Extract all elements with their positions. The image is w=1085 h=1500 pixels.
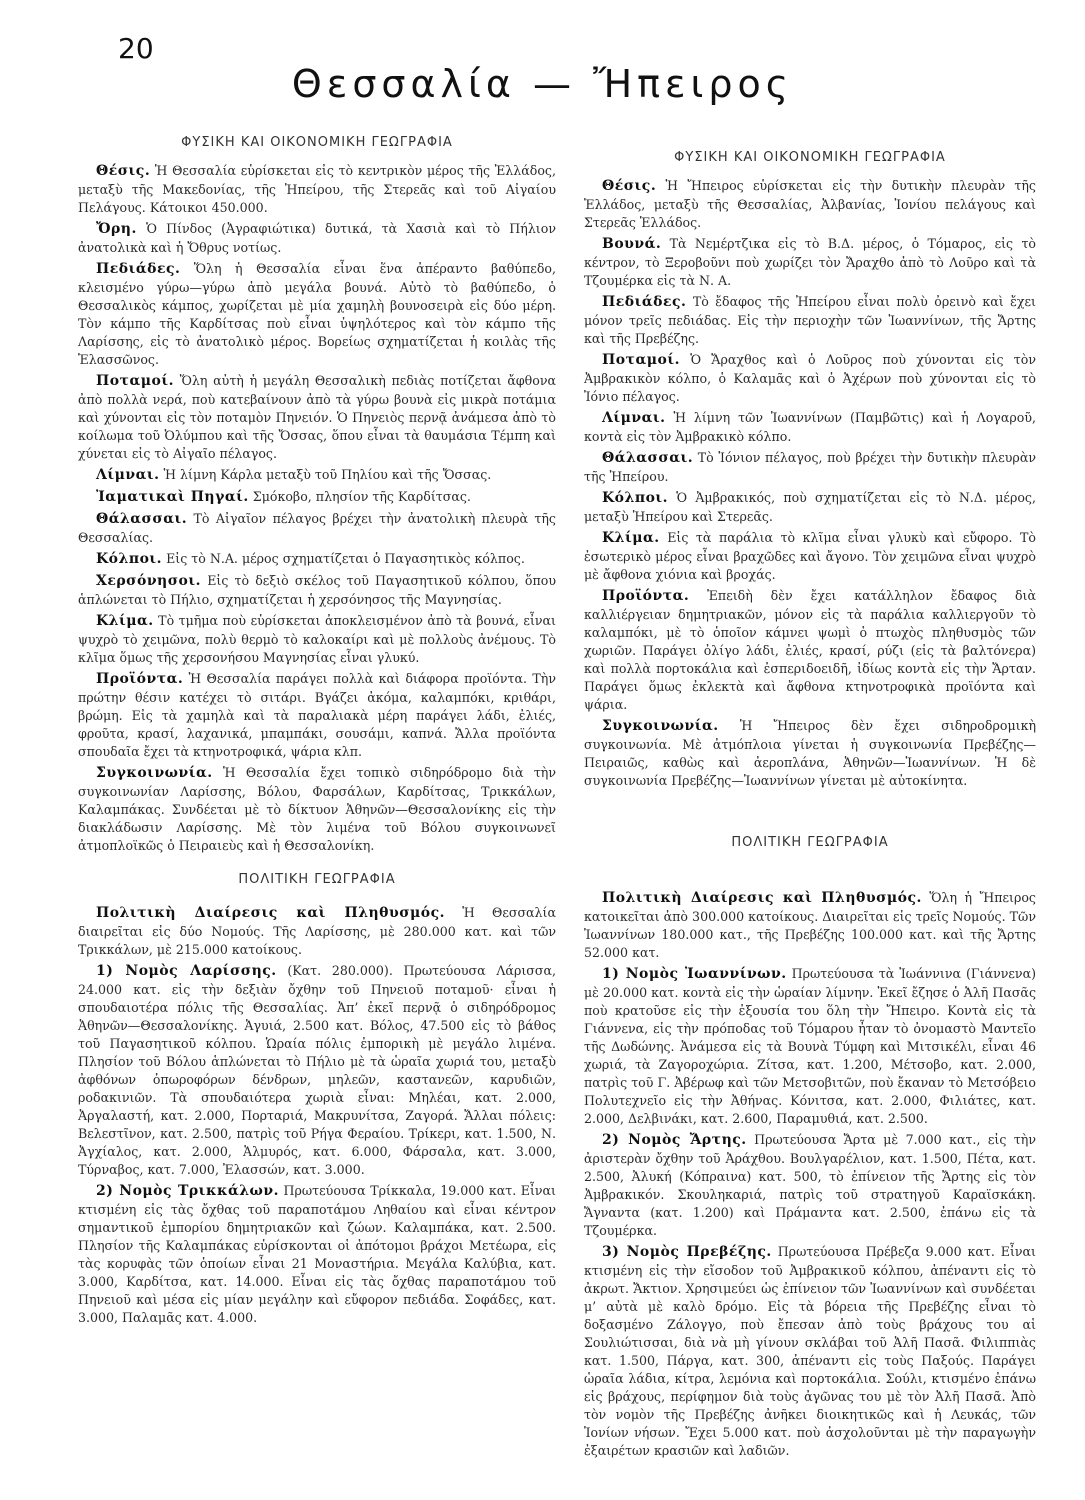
ioannina-prefecture-paragraph bbox=[584, 964, 1036, 1128]
paragraph-term: Πολιτικὴ Διαίρεσις καὶ Πληθυσμός. bbox=[602, 890, 922, 907]
thessaly-gulfs-paragraph bbox=[78, 549, 556, 569]
page-number: 20 bbox=[118, 32, 154, 65]
epirus-products-paragraph bbox=[584, 586, 1036, 714]
paragraph-term: 1) Νομὸς Ἰωαννίνων. bbox=[602, 966, 787, 983]
paragraph-term: Προϊόντα. bbox=[96, 670, 184, 687]
epirus-rivers-paragraph bbox=[584, 350, 1036, 406]
thessaly-mountains-paragraph bbox=[78, 219, 556, 257]
thessaly-rivers-paragraph bbox=[78, 371, 556, 463]
paragraph-text: Πρωτεύουσα Ἄρτα μὲ 7.000 κατ., εἰς τὴν ἀριστερὰν ὄχθην τοῦ Ἀράχθου. Βουλγαρέλιον, κατ. 1.500, Πέτα, κατ. 2.500, Ἀλυκή (Κόπραινα) κατ. 500, τὸ ἐπίνειον τῆς Ἄρτης εἰς τὸν Ἀμβρακικόν. Σκουληκαριά, πατρὶς τοῦ στρατηγοῦ Καραϊσκάκη. Ἄγναντα (κατ. 1.200) καὶ Πράμαντα κατ. 2.500, ἐπάνω εἰς τὰ Τζουμέρκα. bbox=[584, 1132, 1036, 1239]
epirus-gulfs-paragraph bbox=[584, 488, 1036, 526]
epirus-division-paragraph bbox=[584, 888, 1036, 962]
paragraph-text: Πρωτεύουσα τὰ Ἰωάννινα (Γιάννενα) μὲ 20.000 κατ. κοντὰ εἰς τὴν ὡραίαν λίμνην. Ἐκεῖ ἔζησε ὁ Ἀλῆ Πασᾶς ποὺ κρατοῦσε εἰς τὴν ἐξουσία του ὅλη τὴν Ἤπειρο. Κοντὰ εἰς τὰ Γιάννενα, εἰς τὴν πρόποδας τοῦ Τόμαρου ἦταν τὸ ὀνομαστὸ Μαντεῖο τῆς Δωδώνης. Ἀνάμεσα εἰς τὰ Βουνὰ Τύμφη καὶ Μιτσικέλι, εἶναι 46 χωριά, τὰ Ζαγοροχώρια. Ζίτσα, κατ. 1.200, Μέτσοβο, κατ. 2.000, πατρὶς τοῦ Γ. Ἀβέρωφ καὶ τῶν Μετσοβιτῶν, ποὺ ἔκαναν τὸ Μετσόβειο Πολυτεχνεῖο εἰς τὴν Ἀθήνας. Κόνιτσα, κατ. 2.000, Φιλιάτες, κατ. 2.000, Δελβινάκι, κατ. 2.600, Παραμυθιά, κατ. 2.500. bbox=[584, 966, 1036, 1127]
epirus-column bbox=[584, 147, 1036, 1462]
paragraph-text: Ἡ Θεσσαλία διαιρεῖται εἰς δύο Νομούς. Τῆς Λαρίσσης, μὲ 280.000 κατ. καὶ τῶν Τρικκάλων, μὲ 215.000 κατοίκους. bbox=[78, 905, 556, 958]
preveza-prefecture-paragraph bbox=[584, 1242, 1036, 1460]
paragraph-term: 2) Νομὸς Τρικκάλων. bbox=[96, 1183, 279, 1200]
paragraph-term: Ποταμοί. bbox=[602, 351, 680, 368]
paragraph-text: Ἡ Θεσσαλία ἔχει τοπικὸ σιδηρόδρομο διὰ τὴν συγκοινωνίαν Λαρίσσης, Βόλου, Φαρσάλων, Καρδίτσας, Τρικκάλων, Καλαμπάκας. Συνδέεται μὲ τὸ δίκτυον Ἀθηνῶν—Θεσσαλονίκης εἰς τὴν διακλάδωσιν Λαρίσσης. Μὲ τὸν λιμένα τοῦ Βόλου συγκοινωνεῖ ἀτμοπλοϊκῶς ὁ Πειραιεὺς καὶ ἡ Θεσσαλονίκη. bbox=[78, 764, 556, 853]
paragraph-term: Κόλποι. bbox=[96, 550, 163, 567]
paragraph-text: (Κατ. 280.000). Πρωτεύουσα Λάρισσα, 24.000 κατ. εἰς τὴν δεξιὰν ὄχθην τοῦ Πηνειοῦ ποταμοῦ· εἶναι ἡ σπουδαιοτέρα πόλις τῆς Θεσσαλίας. Ἀπ’ ἐκεῖ περνᾷ ὁ σιδηρόδρομος Ἀθηνῶν—Θεσσαλονίκης. Ἀγυιά, 2.500 κατ. Βόλος, 47.500 εἰς τὸ βάθος τοῦ Παγασητικοῦ κόλπου. Ὡραία πόλις ἐμπορικὴ μὲ μεγάλο λιμένα. Πλησίον τοῦ Βόλου ἁπλώνεται τὸ Πήλιο μὲ τὰ ὡραῖα χωριά του, μεταξὺ ἀφθόνων ὀπωροφόρων δένδρων, μηλεῶν, καστανεῶν, καρυδιῶν, ροδακινιῶν. Τὰ σπουδαιότερα χωριὰ εἶναι: Μηλέαι, κατ. 2.000, Ἀργαλαστή, κατ. 2.000, Πορταριά, Μακρυνίτσα, Ζαγορά. Ἄλλαι πόλεις: Βελεστῖνον, κατ. 2.500, πατρὶς τοῦ Ρήγα Φεραίου. Τρίκερι, κατ. 1.500, Ν. Ἀγχίαλος, κατ. 2.000, Ἁλμυρός, κατ. 6.000, Φάρσαλα, κατ. 3.000, Τύρναβος, κατ. 7.000, Ἐλασσών, κατ. 3.000. bbox=[78, 963, 556, 1178]
paragraph-term: Λίμναι. bbox=[96, 466, 160, 483]
paragraph-term: Θέσις. bbox=[96, 162, 151, 179]
thessaly-position-paragraph bbox=[78, 161, 556, 217]
thessaly-products-paragraph bbox=[78, 669, 556, 761]
paragraph-term: 3) Νομὸς Πρεβέζης. bbox=[602, 1244, 772, 1261]
paragraph-text: Εἰς τὸ δεξιὸ σκέλος τοῦ Παγασητικοῦ κόλπου, ὅπου ἁπλώνεται τὸ Πήλιο, σχηματίζεται ἡ χερσόνησος τῆς Μαγνησίας. bbox=[78, 572, 556, 607]
thessaly-transport-paragraph bbox=[78, 763, 556, 855]
paragraph-text: Ὅλη ἡ Ἤπειρος κατοικεῖται ἀπὸ 300.000 κατοίκους. Διαιρεῖται εἰς τρεῖς Νομούς. Τῶν Ἰωαννίνων 180.000 κατ., τῆς Πρεβέζης 100.000 κατ. καὶ τῆς Ἄρτης 52.000 κατ. bbox=[584, 890, 1036, 961]
paragraph-term: Πολιτικὴ Διαίρεσις καὶ Πληθυσμός. bbox=[96, 905, 446, 922]
thessaly-column bbox=[78, 132, 556, 1329]
paragraph-text: Πρωτεύουσα Πρέβεζα 9.000 κατ. Εἶναι κτισμένη εἰς τὴν εἴσοδον τοῦ Ἀμβρακικοῦ κόλπου, ἀπέναντι εἰς τὸ ἀκρωτ. Ἄκτιον. Χρησιμεύει ὡς ἐπίνειον τῶν Ἰωαννίνων καὶ συνδέεται μ’ αὐτὰ μὲ καλὸ δρόμο. Εἰς τὰ βόρεια τῆς Πρεβέζης εἶναι τὸ δοξασμένο Ζάλογγο, ποὺ ἔπεσαν ἀπὸ τοὺς βράχους του αἱ Σουλιώτισσαι, διὰ νὰ μὴ γίνουν σκλάβαι τοῦ Ἀλῆ Πασᾶ. Φιλιππιὰς κατ. 1.500, Πάργα, κατ. 300, ἀπέναντι εἰς τοὺς Παξούς. Παράγει ὡραῖα λάδια, κίτρα, λεμόνια καὶ πορτοκάλια. Σούλι, κτισμένο ἐπάνω εἰς βράχους, περίφημον διὰ τοὺς ἀγῶνας του μὲ τὸν Ἀλῆ Πασᾶ. Ἀπὸ τὸν νομὸν τῆς Πρεβέζης ἀνῆκει διοικητικῶς καὶ ἡ Λευκάς, τῶν Ἰονίων νήσων. Ἔχει 5.000 κατ. ποὺ ἀσχολοῦνται μὲ τὴν παραγωγὴν ἐξαιρέτων κρασιῶν καὶ λαδιῶν. bbox=[584, 1244, 1036, 1459]
paragraph-term: Κλίμα. bbox=[96, 612, 154, 629]
paragraph-text: Ἡ Θεσσαλία εὑρίσκεται εἰς τὸ κεντρικὸν μέρος τῆς Ἑλλάδος, μεταξὺ τῆς Μακεδονίας, τῆς Ἠπείρου, τῆς Στερεᾶς καὶ τοῦ Αἰγαίου Πελάγους. Κάτοικοι 450.000. bbox=[78, 162, 556, 215]
paragraph-text: Ἡ Ἤπειρος εὑρίσκεται εἰς τὴν δυτικὴν πλευρὰν τῆς Ἑλλάδος, μεταξὺ τῆς Θεσσαλίας, Ἀλβανίας, Ἰονίου πελάγους καὶ Στερεᾶς Ἑλλάδος. bbox=[584, 177, 1036, 230]
epirus-position-paragraph bbox=[584, 176, 1036, 232]
thessaly-springs-paragraph bbox=[78, 487, 556, 507]
paragraph-term: 1) Νομὸς Λαρίσσης. bbox=[96, 963, 277, 980]
paragraph-term: Πεδιάδες. bbox=[96, 260, 181, 277]
paragraph-term: 2) Νομὸς Ἄρτης. bbox=[602, 1132, 747, 1149]
epirus-political-heading: ΠΟΛΙΤΙΚΗ ΓΕΩΓΡΑΦΙΑ bbox=[731, 834, 889, 850]
larissa-prefecture-paragraph bbox=[78, 961, 556, 1179]
paragraph-text: Σμόκοβο, πλησίον τῆς Καρδίτσας. bbox=[252, 488, 471, 504]
paragraph-term: Πεδιάδες. bbox=[602, 293, 687, 310]
thessaly-political-heading: ΠΟΛΙΤΙΚΗ ΓΕΩΓΡΑΦΙΑ bbox=[238, 871, 396, 887]
paragraph-term: Λίμναι. bbox=[602, 409, 666, 426]
thessaly-physical-heading: ΦΥΣΙΚΗ ΚΑΙ ΟΙΚΟΝΟΜΙΚΗ ΓΕΩΓΡΑΦΙΑ bbox=[181, 135, 453, 150]
paragraph-term: Θάλασσαι. bbox=[602, 449, 694, 466]
epirus-lakes-paragraph bbox=[584, 408, 1036, 446]
paragraph-term: Θέσις. bbox=[602, 177, 657, 194]
paragraph-text: Ἡ λίμνη Κάρλα μεταξὺ τοῦ Πηλίου καὶ τῆς Ὄσσας. bbox=[163, 466, 492, 482]
epirus-mountains-paragraph bbox=[584, 234, 1036, 290]
paragraph-term: Χερσόνησοι. bbox=[96, 572, 202, 589]
trikala-prefecture-paragraph bbox=[78, 1181, 556, 1327]
paragraph-term: Ὄρη. bbox=[96, 220, 137, 237]
paragraph-term: Ἰαματικαὶ Πηγαί. bbox=[96, 488, 249, 505]
thessaly-division-paragraph bbox=[78, 903, 556, 959]
paragraph-term: Θάλασσαι. bbox=[96, 510, 188, 527]
thessaly-peninsulas-paragraph bbox=[78, 571, 556, 609]
paragraph-text: Ἡ Θεσσαλία παράγει πολλὰ καὶ διάφορα προϊόντα. Τὴν πρώτην θέσιν κατέχει τὸ σιτάρι. Βγάζει ἀκόμα, καλαμπόκι, κριθάρι, βρώμη. Εἰς τὰ χαμηλὰ καὶ τὰ παραλιακὰ μέρη παράγει λάδι, ἐλιές, φροῦτα, κρασί, λαχανικά, μπαμπάκι, σουσάμι, καπνά. Ἄλλα προϊόντα σπουδαῖα ἔχει τὰ κτηνοτροφικά, ψάρια κλπ. bbox=[78, 670, 556, 759]
paragraph-text: Εἰς τὰ παράλια τὸ κλῖμα εἶναι γλυκὺ καὶ εὔφορο. Τὸ ἐσωτερικὸ μέρος εἶναι βραχῶδες καὶ ἄγονο. Τὸν χειμῶνα εἶναι ψυχρὸ μὲ ἄφθονα χιόνια καὶ βροχάς. bbox=[584, 529, 1036, 582]
paragraph-text: Τὸ Ἰόνιον πέλαγος, ποὺ βρέχει τὴν δυτικὴν πλευρὰν τῆς Ἠπείρου. bbox=[584, 449, 1036, 484]
paragraph-text: Τὸ Αἰγαῖον πέλαγος βρέχει τὴν ἀνατολικὴ πλευρὰ τῆς Θεσσαλίας. bbox=[78, 510, 556, 545]
epirus-seas-paragraph bbox=[584, 448, 1036, 486]
epirus-physical-heading: ΦΥΣΙΚΗ ΚΑΙ ΟΙΚΟΝΟΜΙΚΗ ΓΕΩΓΡΑΦΙΑ bbox=[674, 150, 946, 165]
epirus-plains-paragraph bbox=[584, 292, 1036, 348]
page-title: Θεσσαλία — Ἤπειρος bbox=[291, 62, 794, 106]
paragraph-text: Εἰς τὸ Ν.Α. μέρος σχηματίζεται ὁ Παγασητικὸς κόλπος. bbox=[166, 550, 525, 566]
thessaly-climate-paragraph bbox=[78, 611, 556, 667]
paragraph-text: Ὁ Ἀμβρακικός, ποὺ σχηματίζεται εἰς τὸ Ν.Δ. μέρος, μεταξὺ Ἠπείρου καὶ Στερεᾶς. bbox=[584, 489, 1036, 524]
paragraph-term: Βουνά. bbox=[602, 235, 662, 252]
paragraph-term: Κλίμα. bbox=[602, 529, 660, 546]
paragraph-text: Ὅλη αὐτὴ ἡ μεγάλη Θεσσαλικὴ πεδιὰς ποτίζεται ἄφθονα ἀπὸ πολλὰ νερά, ποὺ κατεβαίνουν ἀπὸ τὰ γύρω βουνὰ εἰς μικρὰ ποτάμια καὶ χύνονται εἰς τὸν ποταμὸν Πηνειόν. Ὁ Πηνειὸς περνᾷ ἀνάμεσα ἀπὸ τὸ κοίλωμα τοῦ Ὀλύμπου καὶ τῆς Ὄσσας, ὅπου εἶναι τὰ θαυμάσια Τέμπη καὶ χύνεται εἰς τὸ Αἰγαῖο πέλαγος. bbox=[78, 372, 556, 461]
paragraph-term: Συγκοινωνία. bbox=[602, 717, 719, 734]
paragraph-term: Κόλποι. bbox=[602, 489, 669, 506]
paragraph-text: Ὁ Ἄραχθος καὶ ὁ Λοῦρος ποὺ χύνονται εἰς τὸν Ἀμβρακικὸν κόλπο, ὁ Καλαμᾶς καὶ ὁ Ἀχέρων ποὺ χύνονται εἰς τὸ Ἰόνιο πέλαγος. bbox=[584, 351, 1036, 404]
paragraph-text: Ἐπειδὴ δὲν ἔχει κατάλληλον ἔδαφος διὰ καλλιέργειαν δημητριακῶν, μόνον εἰς τὰ παράλια καλλιεργοῦν τὸ καλαμπόκι, μὲ τὸ ὁποῖον κάμνει ψωμὶ ὁ πτωχὸς πληθυσμὸς τῶν χωριῶν. Παράγει ὀλίγο λάδι, ἐλιές, κρασί, ρύζι (εἰς τὰ βαλτόνερα) καὶ πολλὰ πορτοκάλια καὶ ἐσπεριδοειδῆ, ἰδίως κοντὰ εἰς τὴν Ἄρταν. Παράγει ὅμως ἐκλεκτὰ καὶ ἄφθονα κτηνοτροφικὰ προϊόντα καὶ ψάρια. bbox=[584, 587, 1036, 712]
paragraph-text: Ἡ Ἤπειρος δὲν ἔχει σιδηροδρομικὴ συγκοινωνία. Μὲ ἀτμόπλοια γίνεται ἡ συγκοινωνία Πρεβέζης—Πειραιῶς, καθὼς καὶ ἀεροπλάνα, Ἀθηνῶν—Ἰωαννίνων. Ἡ δὲ συγκοινωνία Πρεβέζης—Ἰωαννίνων γίνεται μὲ αὐτοκίνητα. bbox=[584, 717, 1036, 788]
paragraph-text: Ἡ λίμνη τῶν Ἰωαννίνων (Παμβῶτις) καὶ ἡ Λογαροῦ, κοντὰ εἰς τὸν Ἀμβρακικὸ κόλπο. bbox=[584, 409, 1036, 444]
thessaly-seas-paragraph bbox=[78, 509, 556, 547]
paragraph-text: Τὸ ἔδαφος τῆς Ἠπείρου εἶναι πολὺ ὀρεινὸ καὶ ἔχει μόνον τρεῖς πεδιάδας. Εἰς τὴν περιοχὴν τῶν Ἰωαννίνων, τῆς Ἄρτης καὶ τῆς Πρεβέζης. bbox=[584, 293, 1036, 346]
thessaly-plains-paragraph bbox=[78, 259, 556, 369]
paragraph-text: Ὅλη ἡ Θεσσαλία εἶναι ἕνα ἀπέραντο βαθύπεδο, κλεισμένο γύρω—γύρω ἀπὸ μεγάλα βουνά. Αὐτὸ τὸ βαθύπεδο, ὁ Θεσσαλικὸς κάμπος, χωρίζεται μὲ μία χαμηλὴ βουνοσειρὰ εἰς δύο μέρη. Τὸν κάμπο τῆς Καρδίτσας ποὺ εἶναι ὑψηλότερος καὶ τὸν κάμπο τῆς Λαρίσσης, εἰς τὸ ἀνατολικὸ μέρος. Βορείως σχηματίζεται ἡ κοιλὰς τῆς Ἐλασσῶνος. bbox=[78, 260, 556, 367]
paragraph-text: Τὰ Νεμέρτζικα εἰς τὸ Β.Δ. μέρος, ὁ Τόμαρος, εἰς τὸ κέντρον, τὸ Ξεροβοῦνι ποὺ χωρίζει τὸν Ἄραχθο ἀπὸ τὸ Λοῦρο καὶ τὰ Τζουμέρκα εἰς τὰ Ν. Α. bbox=[584, 235, 1036, 288]
epirus-transport-paragraph bbox=[584, 716, 1036, 790]
paragraph-term: Συγκοινωνία. bbox=[96, 764, 213, 781]
paragraph-term: Προϊόντα. bbox=[602, 587, 690, 604]
paragraph-term: Ποταμοί. bbox=[96, 372, 174, 389]
thessaly-lakes-paragraph bbox=[78, 465, 556, 485]
arta-prefecture-paragraph bbox=[584, 1130, 1036, 1240]
paragraph-text: Ὁ Πίνδος (Ἀγραφιώτικα) δυτικά, τὰ Χασιὰ καὶ τὸ Πήλιον ἀνατολικὰ καὶ ἡ Ὄθρυς νοτίως. bbox=[78, 220, 556, 255]
epirus-climate-paragraph bbox=[584, 528, 1036, 584]
paragraph-text: Πρωτεύουσα Τρίκκαλα, 19.000 κατ. Εἶναι κτισμένη εἰς τὰς ὄχθας τοῦ παραποτάμου Ληθαίου καὶ εἶναι κέντρον σημαντικοῦ ἐμπορίου δημητριακῶν καὶ ζώων. Καλαμπάκα, κατ. 2.500. Πλησίον τῆς Καλαμπάκας εὑρίσκονται οἱ ἀπότομοι βράχοι Μετέωρα, εἰς τὰς κορυφὰς τῶν ὁποίων εἶναι 21 Μοναστήρια. Μεγάλα Καλύβια, κατ. 3.000, Καρδίτσα, κατ. 14.000. Εἶναι εἰς τὰς ὄχθας παραποτάμου τοῦ Πηνειοῦ καὶ μέσα εἰς μίαν μεγάλην καὶ εὔφορον πεδιάδα. Σοφάδες, κατ. 3.000, Παλαμᾶς κατ. 4.000. bbox=[78, 1183, 556, 1326]
paragraph-text: Τὸ τμῆμα ποὺ εὑρίσκεται ἀποκλεισμένον ἀπὸ τὰ βουνά, εἶναι ψυχρὸ τὸ χειμῶνα, πολὺ θερμὸ τὸ καλοκαίρι καὶ μὲ πολλοὺς ἀνέμους. Τὸ κλῖμα ὅμως τῆς χερσονήσου Μαγνησίας εἶναι γλυκύ. bbox=[78, 612, 556, 665]
